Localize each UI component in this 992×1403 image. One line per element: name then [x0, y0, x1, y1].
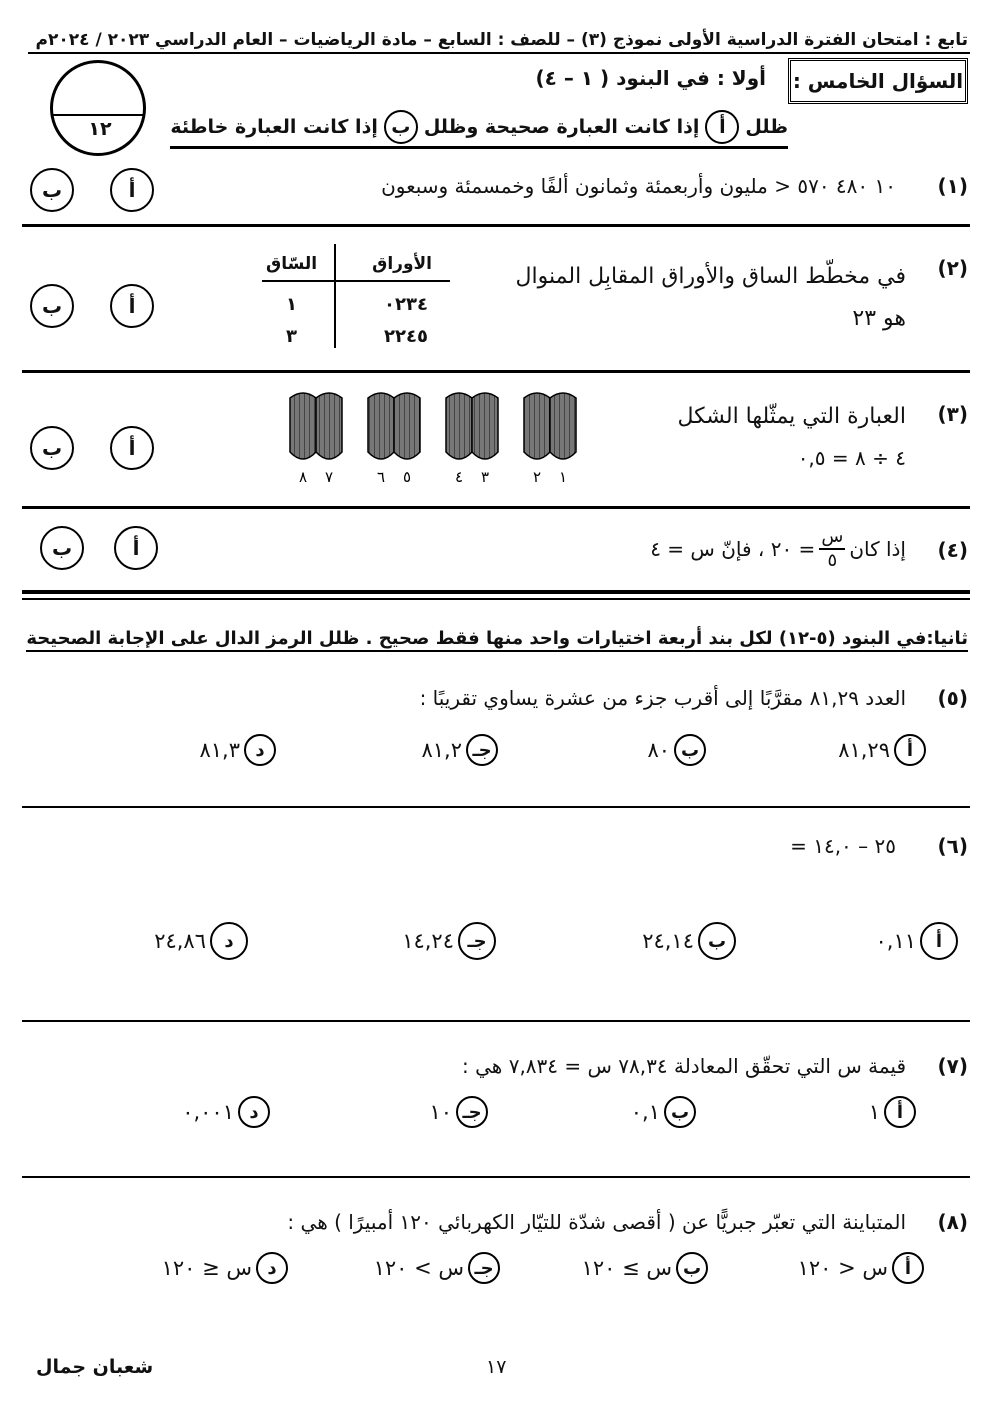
option-value: ٠,١ — [630, 1100, 660, 1124]
item-text-line2: هو ٢٣ — [852, 306, 906, 331]
option-a[interactable] — [798, 1252, 924, 1284]
score-value: ١٢ — [88, 118, 112, 140]
item-number: (١) — [937, 174, 968, 198]
item-text-line1: في مخطّط الساق والأوراق المقابِل المنوال — [515, 264, 906, 289]
page-number: ١٧ — [486, 1356, 507, 1378]
option-c[interactable] — [421, 734, 498, 766]
option-letter-circle[interactable]: جـ — [466, 734, 498, 766]
option-letter-circle[interactable]: د — [256, 1252, 288, 1284]
item-text: ١٠ ٤٨٠ ٥٧٠ < مليون وأربعمئة وثمانون ألفًا وخمسمئة وسبعون — [381, 174, 896, 198]
answer-a-circle[interactable]: أ — [110, 284, 154, 328]
item-separator — [22, 224, 970, 227]
item-separator — [22, 370, 970, 373]
option-a[interactable] — [875, 922, 958, 960]
cylinder-pair-3 — [446, 393, 498, 459]
header-divider — [28, 52, 970, 54]
author-name: شعبان جمال — [36, 1356, 154, 1378]
fraction-denominator: ٥ — [827, 550, 838, 571]
fraction-numerator: س — [819, 528, 845, 550]
stem-leaf-leaves: ٢٢٤٥ — [384, 326, 428, 347]
part2-title: ثانيا:في البنود (٥-١٢) لكل بند أربعة اختيارات واحد منها فقط صحيح . ظلل الرمز الدال على الإجابة الصحيحة — [26, 628, 968, 652]
option-value: ٨١,٢ — [421, 738, 462, 762]
item-text-line1: العبارة التي يمثّلها الشكل — [677, 404, 906, 429]
option-letter-circle[interactable]: ب — [664, 1096, 696, 1128]
option-c[interactable] — [402, 922, 496, 960]
cylinder-label: ٣ — [480, 468, 490, 486]
item-text-after: = ٢٠ ، فإنّ س = ٤ — [650, 537, 816, 561]
option-value: ١ — [868, 1100, 880, 1124]
option-letter-circle[interactable]: جـ — [456, 1096, 488, 1128]
exam-header-title: تابع : امتحان الفترة الدراسية الأولى نموذج (٣) – للصف : السابع – مادة الرياضيات – العام الدراسي ٢٠٢٣ / ٢٠٢٤م — [35, 30, 968, 50]
answer-b-circle[interactable]: ب — [40, 526, 84, 570]
item-number: (٥) — [937, 686, 968, 710]
option-letter-circle[interactable]: أ — [894, 734, 926, 766]
stem-leaf-vline — [334, 244, 336, 348]
item-number: (٤) — [937, 538, 968, 562]
cylinder-label: ١ — [558, 468, 568, 486]
item-number: (٨) — [937, 1210, 968, 1234]
stem-leaf-header-stem: السّاق — [266, 254, 318, 274]
stem-leaf-hline — [262, 280, 450, 282]
cylinder-pair-1 — [290, 393, 342, 459]
option-letter-circle[interactable]: أ — [892, 1252, 924, 1284]
stem-leaf-table — [262, 244, 450, 354]
option-letter-circle[interactable]: ب — [676, 1252, 708, 1284]
option-letter-circle[interactable]: جـ — [458, 922, 496, 960]
instruction-circle-a: أ — [705, 110, 739, 144]
item-text-line2: ٤ ÷ ٨ = ٠,٥ — [797, 446, 906, 470]
option-letter-circle[interactable]: أ — [920, 922, 958, 960]
option-letter-circle[interactable]: جـ — [468, 1252, 500, 1284]
instruction-true: إذا كانت العبارة صحيحة وظلل — [423, 116, 700, 138]
cylinder-label: ٨ — [298, 468, 308, 486]
option-value: ٨٠ — [647, 738, 670, 762]
section-separator-bottom — [22, 598, 970, 600]
option-b[interactable] — [631, 1096, 696, 1128]
stem-leaf-header-leaves: الأوراق — [372, 254, 432, 274]
instruction-circle-b: ب — [384, 110, 418, 144]
item-text: المتباينة التي تعبّر جبريًّا عن ( أقصى شدّة للتيّار الكهربائي ١٢٠ أمبيرًا ) هي : — [287, 1210, 906, 1234]
option-letter-circle[interactable]: د — [210, 922, 248, 960]
item-separator — [22, 1020, 970, 1022]
option-a[interactable] — [838, 734, 926, 766]
item-text — [650, 528, 906, 570]
option-value: ٨١,٣ — [199, 738, 240, 762]
stem-leaf-stem: ١ — [286, 294, 297, 315]
question-label: السؤال الخامس : — [792, 69, 964, 93]
option-value: س ≥ ١٢٠ — [581, 1256, 672, 1280]
cylinder-label: ٥ — [402, 468, 412, 486]
answer-b-circle[interactable]: ب — [30, 168, 74, 212]
option-a[interactable] — [869, 1096, 916, 1128]
stem-leaf-leaves: ٠٢٣٤ — [384, 294, 428, 315]
option-c[interactable] — [429, 1096, 488, 1128]
cylinder-label: ٢ — [532, 468, 542, 486]
option-d[interactable] — [162, 1252, 288, 1284]
option-b[interactable] — [647, 734, 706, 766]
instruction-false: إذا كانت العبارة خاطئة — [170, 116, 378, 138]
option-d[interactable] — [199, 734, 276, 766]
option-letter-circle[interactable]: أ — [884, 1096, 916, 1128]
option-value: ٠,١١ — [875, 929, 916, 953]
option-value: ٠,٠٠١ — [182, 1100, 234, 1124]
option-value: ٢٤,١٤ — [642, 929, 694, 953]
option-d[interactable] — [154, 922, 248, 960]
item-text: العدد ٨١,٢٩ مقرَّبًا إلى أقرب جزء من عشرة يساوي تقريبًا : — [419, 686, 906, 710]
item-number: (٣) — [937, 402, 968, 426]
cylinder-label: ٦ — [376, 468, 386, 486]
question-label-box — [788, 58, 968, 104]
instruction-shade: ظلل — [745, 116, 788, 138]
cylinder-pair-2 — [368, 393, 420, 459]
stem-leaf-stem: ٣ — [286, 326, 297, 347]
answer-a-circle[interactable]: أ — [110, 426, 154, 470]
fraction — [819, 528, 845, 570]
cylinders-figure — [284, 388, 594, 488]
option-d[interactable] — [182, 1096, 270, 1128]
option-b[interactable] — [582, 1252, 708, 1284]
part1-title: أولا : في البنود ( ١ – ٤) — [535, 66, 766, 90]
answer-b-circle[interactable]: ب — [30, 284, 74, 328]
item-separator — [22, 506, 970, 509]
item-number: (٦) — [937, 834, 968, 858]
item-text: قيمة س التي تحقّق المعادلة ٧٨,٣٤ س = ٧,٨٣٤ هي : — [462, 1054, 906, 1078]
score-circle — [50, 60, 146, 156]
option-letter-circle[interactable]: د — [238, 1096, 270, 1128]
item-number: (٢) — [937, 256, 968, 280]
answer-a-circle[interactable]: أ — [110, 168, 154, 212]
item-text: ٢٥ – ١٤,٠ = — [790, 834, 896, 858]
cylinder-label: ٧ — [324, 468, 334, 486]
option-value: ١٠ — [429, 1100, 452, 1124]
option-b[interactable] — [642, 922, 736, 960]
option-letter-circle[interactable]: ب — [674, 734, 706, 766]
option-value: ٨١,٢٩ — [838, 738, 890, 762]
option-c[interactable] — [374, 1252, 500, 1284]
item-separator — [22, 806, 970, 808]
shade-instruction — [170, 110, 788, 149]
option-letter-circle[interactable]: د — [244, 734, 276, 766]
option-value: س < ١٢٠ — [797, 1256, 888, 1280]
cylinder-pair-4 — [524, 393, 576, 459]
item-number: (٧) — [937, 1054, 968, 1078]
option-value: ٢٤,٨٦ — [154, 929, 206, 953]
option-letter-circle[interactable]: ب — [698, 922, 736, 960]
item-separator — [22, 1176, 970, 1178]
answer-b-circle[interactable]: ب — [30, 426, 74, 470]
cylinder-label: ٤ — [454, 468, 464, 486]
score-divider — [52, 114, 144, 116]
option-value: س > ١٢٠ — [373, 1256, 464, 1280]
item-text-before: إذا كان — [849, 537, 906, 561]
answer-a-circle[interactable]: أ — [114, 526, 158, 570]
option-value: ١٤,٢٤ — [402, 929, 454, 953]
option-value: س ≤ ١٢٠ — [161, 1256, 252, 1280]
section-separator-top — [22, 590, 970, 594]
